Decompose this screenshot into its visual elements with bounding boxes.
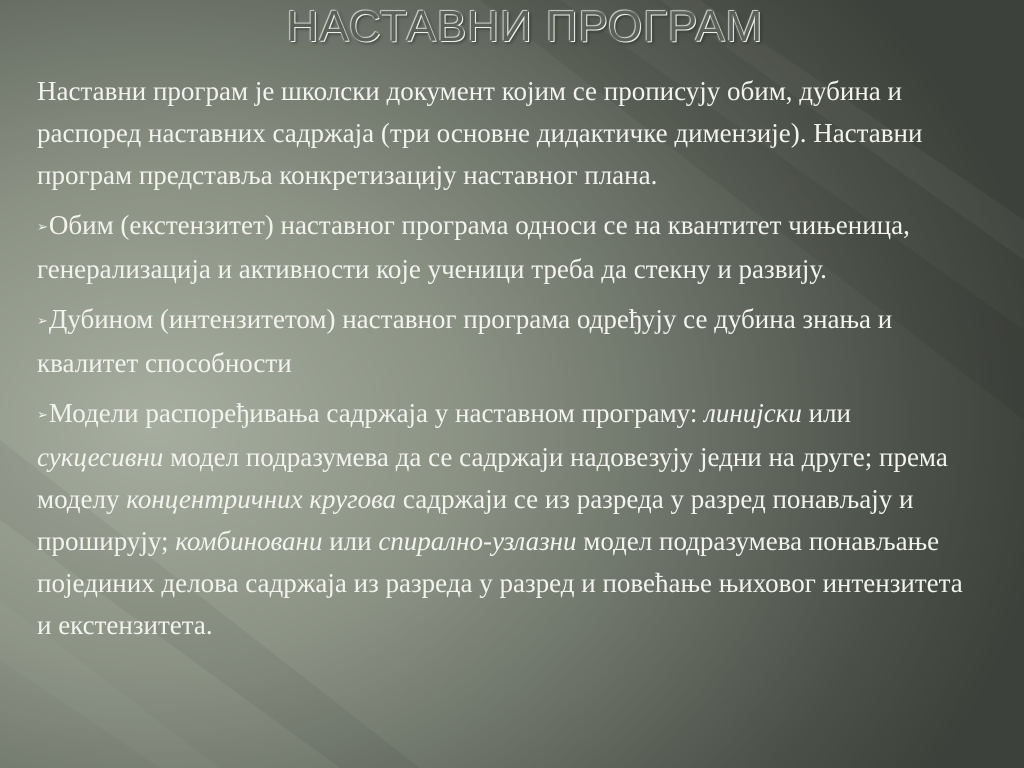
- slide-body: [37, 70, 967, 654]
- arrow-bullet-icon: ➢: [37, 313, 48, 328]
- term-spiral: спирално-узлазни: [378, 526, 577, 556]
- intro-paragraph: Наставни програм је школски документ којим се прописују обим, дубина и распоред наставних садржаја (три основне дидактичке димензије). Наставни програм представља конкретизацију наставног плана.: [37, 76, 923, 190]
- models-text-2: садржаји се из разреда у разред понављају и проширују;: [37, 484, 914, 556]
- term-linear: линијски: [704, 398, 802, 428]
- bullet-item-depth: [37, 298, 967, 384]
- models-text-1: модел подразумева да се садржаји надовезују једни на друге; према моделу: [37, 442, 948, 514]
- slide-title: НАСТАВНИ ПРОГРАМ: [286, 2, 764, 51]
- arrow-bullet-icon: ➢: [37, 407, 48, 422]
- term-combined: комбиновани: [175, 526, 323, 556]
- term-successive: сукцесивни: [37, 442, 164, 472]
- term-concentric: концентричних кругова: [126, 484, 397, 514]
- bullet-text: Дубином (интензитетом) наставног програма одређују се дубина знања и квалитет способности: [37, 304, 893, 378]
- arrow-bullet-icon: ➢: [37, 219, 48, 234]
- bullet-item-scope: [37, 204, 967, 290]
- bullet-text: Обим (екстензитет) наставног програма односи се на квантитет чињеница, генерализација и активности које ученици треба да стекну и развију.: [37, 210, 910, 284]
- models-text-3: модел подразумева понављање појединих делова садржаја из разреда у разред и повећање њиховог интензитета и екстензитета.: [37, 526, 963, 640]
- bullet-item-models: [37, 392, 967, 646]
- models-lead: Модели распоређивања садржаја у наставном програму:: [48, 398, 698, 428]
- models-or-2: или: [322, 526, 379, 556]
- models-or-1: или: [801, 398, 851, 428]
